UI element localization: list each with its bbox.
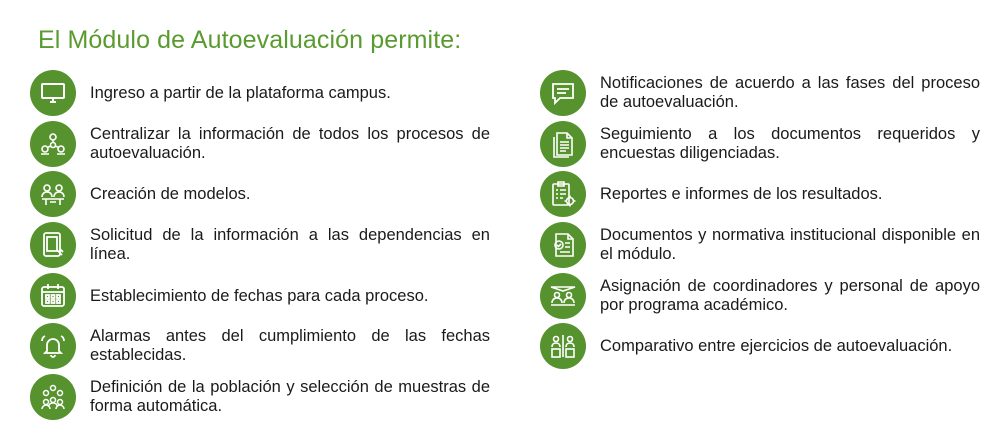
feature-item (30, 273, 490, 319)
monitor-icon (30, 70, 76, 116)
feature-text: Comparativo entre ejercicios de autoevaluación. (600, 336, 953, 355)
feature-item (30, 171, 490, 217)
coordinators-icon (540, 273, 586, 319)
feature-text: Reportes e informes de los resultados. (600, 184, 883, 203)
calendar-icon (30, 273, 76, 319)
bell-alarm-icon (30, 323, 76, 369)
page-title: El Módulo de Autoevaluación permite: (38, 26, 462, 54)
team-meeting-icon (30, 171, 76, 217)
tablet-touch-icon (30, 222, 76, 268)
feature-text: Centralizar la información de todos los procesos de autoevaluación. (90, 125, 490, 162)
feature-item (30, 323, 490, 369)
feature-text: Creación de modelos. (90, 184, 251, 203)
feature-item (540, 273, 980, 319)
feature-text: Seguimiento a los documentos requeridos y encuestas diligenciadas. (600, 125, 980, 162)
feature-item (540, 121, 980, 167)
feature-item (30, 121, 490, 167)
network-people-icon (30, 121, 76, 167)
documents-icon (540, 121, 586, 167)
feature-text: Notificaciones de acuerdo a las fases del proceso de autoevaluación. (600, 74, 980, 111)
feature-item (540, 222, 980, 268)
feature-text: Alarmas antes del cumplimiento de las fechas establecidas. (90, 327, 490, 364)
feature-item (30, 70, 490, 116)
population-group-icon (30, 374, 76, 420)
feature-text: Definición de la población y selección de muestras de forma automática. (90, 378, 490, 415)
feature-item (540, 323, 980, 369)
feature-text: Establecimiento de fechas para cada proceso. (90, 286, 429, 305)
compare-icon (540, 323, 586, 369)
feature-item (540, 171, 980, 217)
feature-item (30, 222, 490, 268)
clipboard-gear-icon (540, 171, 586, 217)
document-check-icon (540, 222, 586, 268)
feature-text: Ingreso a partir de la plataforma campus. (90, 83, 391, 102)
feature-item (540, 70, 980, 116)
feature-text: Documentos y normativa institucional disponible en el módulo. (600, 226, 980, 263)
feature-text: Solicitud de la información a las dependencias en línea. (90, 226, 490, 263)
feature-text: Asignación de coordinadores y personal de apoyo por programa académico. (600, 277, 980, 314)
feature-item (30, 374, 490, 420)
chat-bubble-icon (540, 70, 586, 116)
